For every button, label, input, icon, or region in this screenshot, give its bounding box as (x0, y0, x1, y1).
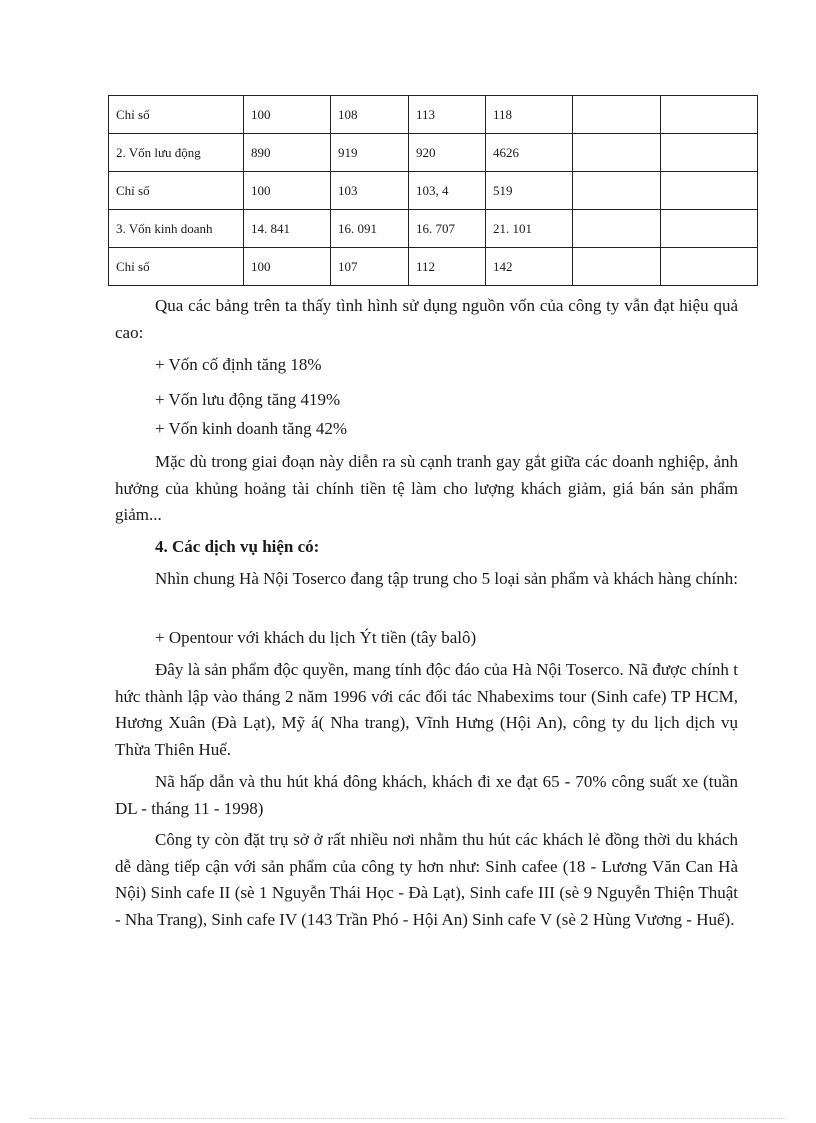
bullet-working-capital: + Vốn lưu động tăng 419% (155, 390, 341, 409)
table-cell: 890 (244, 134, 331, 172)
bullet-opentour: + Opentour với khách du lịch Ýt tiền (tây balô) (155, 628, 477, 647)
paragraph-competition: Mặc dù trong giai đoạn này diễn ra sù cạnh tranh gay gắt giữa các doanh nghiệp, ảnh hưởng của khủng hoảng tài chính tiền tệ làm cho lượng khách giảm, giá bán sản phẩm giảm... (115, 452, 738, 524)
section-heading: 4. Các dịch vụ hiện có: (155, 537, 320, 556)
paragraph-exclusive: Đây là sản phẩm độc quyền, mang tính độc đáo của Hà Nội Toserco. Nã được chính t hức thành lập vào tháng 2 năm 1996 với các đối tác Nhabexims tour (Sinh cafe) TP HCM, Hương Xuân (Đà Lạt), Mỹ á( Nha trang), Vĩnh Hưng (Hội An), công ty du lịch dịch vụ Thừa Thiên Huế. (115, 660, 738, 759)
capital-index-table (108, 95, 758, 286)
table-cell (573, 172, 661, 210)
table-row (109, 172, 758, 210)
table-cell: 113 (409, 96, 486, 134)
table-row (109, 134, 758, 172)
row-label: Chỉ số (109, 248, 244, 286)
table-cell: 108 (331, 96, 409, 134)
bullet-fixed-capital: + Vốn cố định tăng 18% (155, 355, 322, 374)
table-cell: 920 (409, 134, 486, 172)
table-cell: 112 (409, 248, 486, 286)
table-cell (573, 210, 661, 248)
table-cell (661, 96, 758, 134)
table-cell: 16. 707 (409, 210, 486, 248)
table-cell: 100 (244, 172, 331, 210)
table-cell (573, 248, 661, 286)
table-row (109, 248, 758, 286)
table-cell: 107 (331, 248, 409, 286)
row-label: 2. Vốn lưu động (109, 134, 244, 172)
table-cell (661, 248, 758, 286)
table-cell: 519 (486, 172, 573, 210)
paragraph-offices: Công ty còn đặt trụ sở ở rất nhiều nơi nhằm thu hút các khách lẻ đồng thời du khách dễ dàng tiếp cận với sản phẩm của công ty hơn như: Sinh cafee (18 - Lương Văn Can Hà Nội) Sinh cafe II (sè 1 Nguyễn Thái Học - Đà Lạt), Sinh cafe III (sè 9 Nguyễn Thiện Thuật - Nha Trang), Sinh cafe IV (143 Trần Phó - Hội An) Sinh cafe V (sè 2 Hùng Vương - Huế). (115, 830, 738, 929)
table-cell: 103, 4 (409, 172, 486, 210)
table-cell (573, 96, 661, 134)
page-divider (30, 1118, 786, 1119)
table-cell (573, 134, 661, 172)
table-cell (661, 134, 758, 172)
paragraph-products: Nhìn chung Hà Nội Toserco đang tập trung cho 5 loại sản phẩm và khách hàng chính: (155, 569, 738, 588)
table-cell: 100 (244, 96, 331, 134)
row-label: Chỉ số (109, 172, 244, 210)
bullet-business-capital: + Vốn kinh doanh tăng 42% (155, 419, 348, 438)
table-cell: 16. 091 (331, 210, 409, 248)
table-cell (661, 172, 758, 210)
table-row (109, 210, 758, 248)
table-row (109, 96, 758, 134)
table-cell: 118 (486, 96, 573, 134)
row-label: Chỉ số (109, 96, 244, 134)
table-cell: 21. 101 (486, 210, 573, 248)
table-cell (661, 210, 758, 248)
table-cell: 919 (331, 134, 409, 172)
table-cell: 142 (486, 248, 573, 286)
paragraph-attraction: Nã hấp dẫn và thu hút khá đông khách, khách đi xe đạt 65 - 70% công suất xe (tuần DL - tháng 11 - 1998) (115, 772, 738, 818)
intro-paragraph: Qua các bảng trên ta thấy tình hình sử dụng nguồn vốn của công ty vẫn đạt hiệu quả cao: (115, 296, 738, 342)
table-cell: 103 (331, 172, 409, 210)
row-label: 3. Vốn kinh doanh (109, 210, 244, 248)
table-cell: 14. 841 (244, 210, 331, 248)
table-cell: 100 (244, 248, 331, 286)
table-cell: 4626 (486, 134, 573, 172)
